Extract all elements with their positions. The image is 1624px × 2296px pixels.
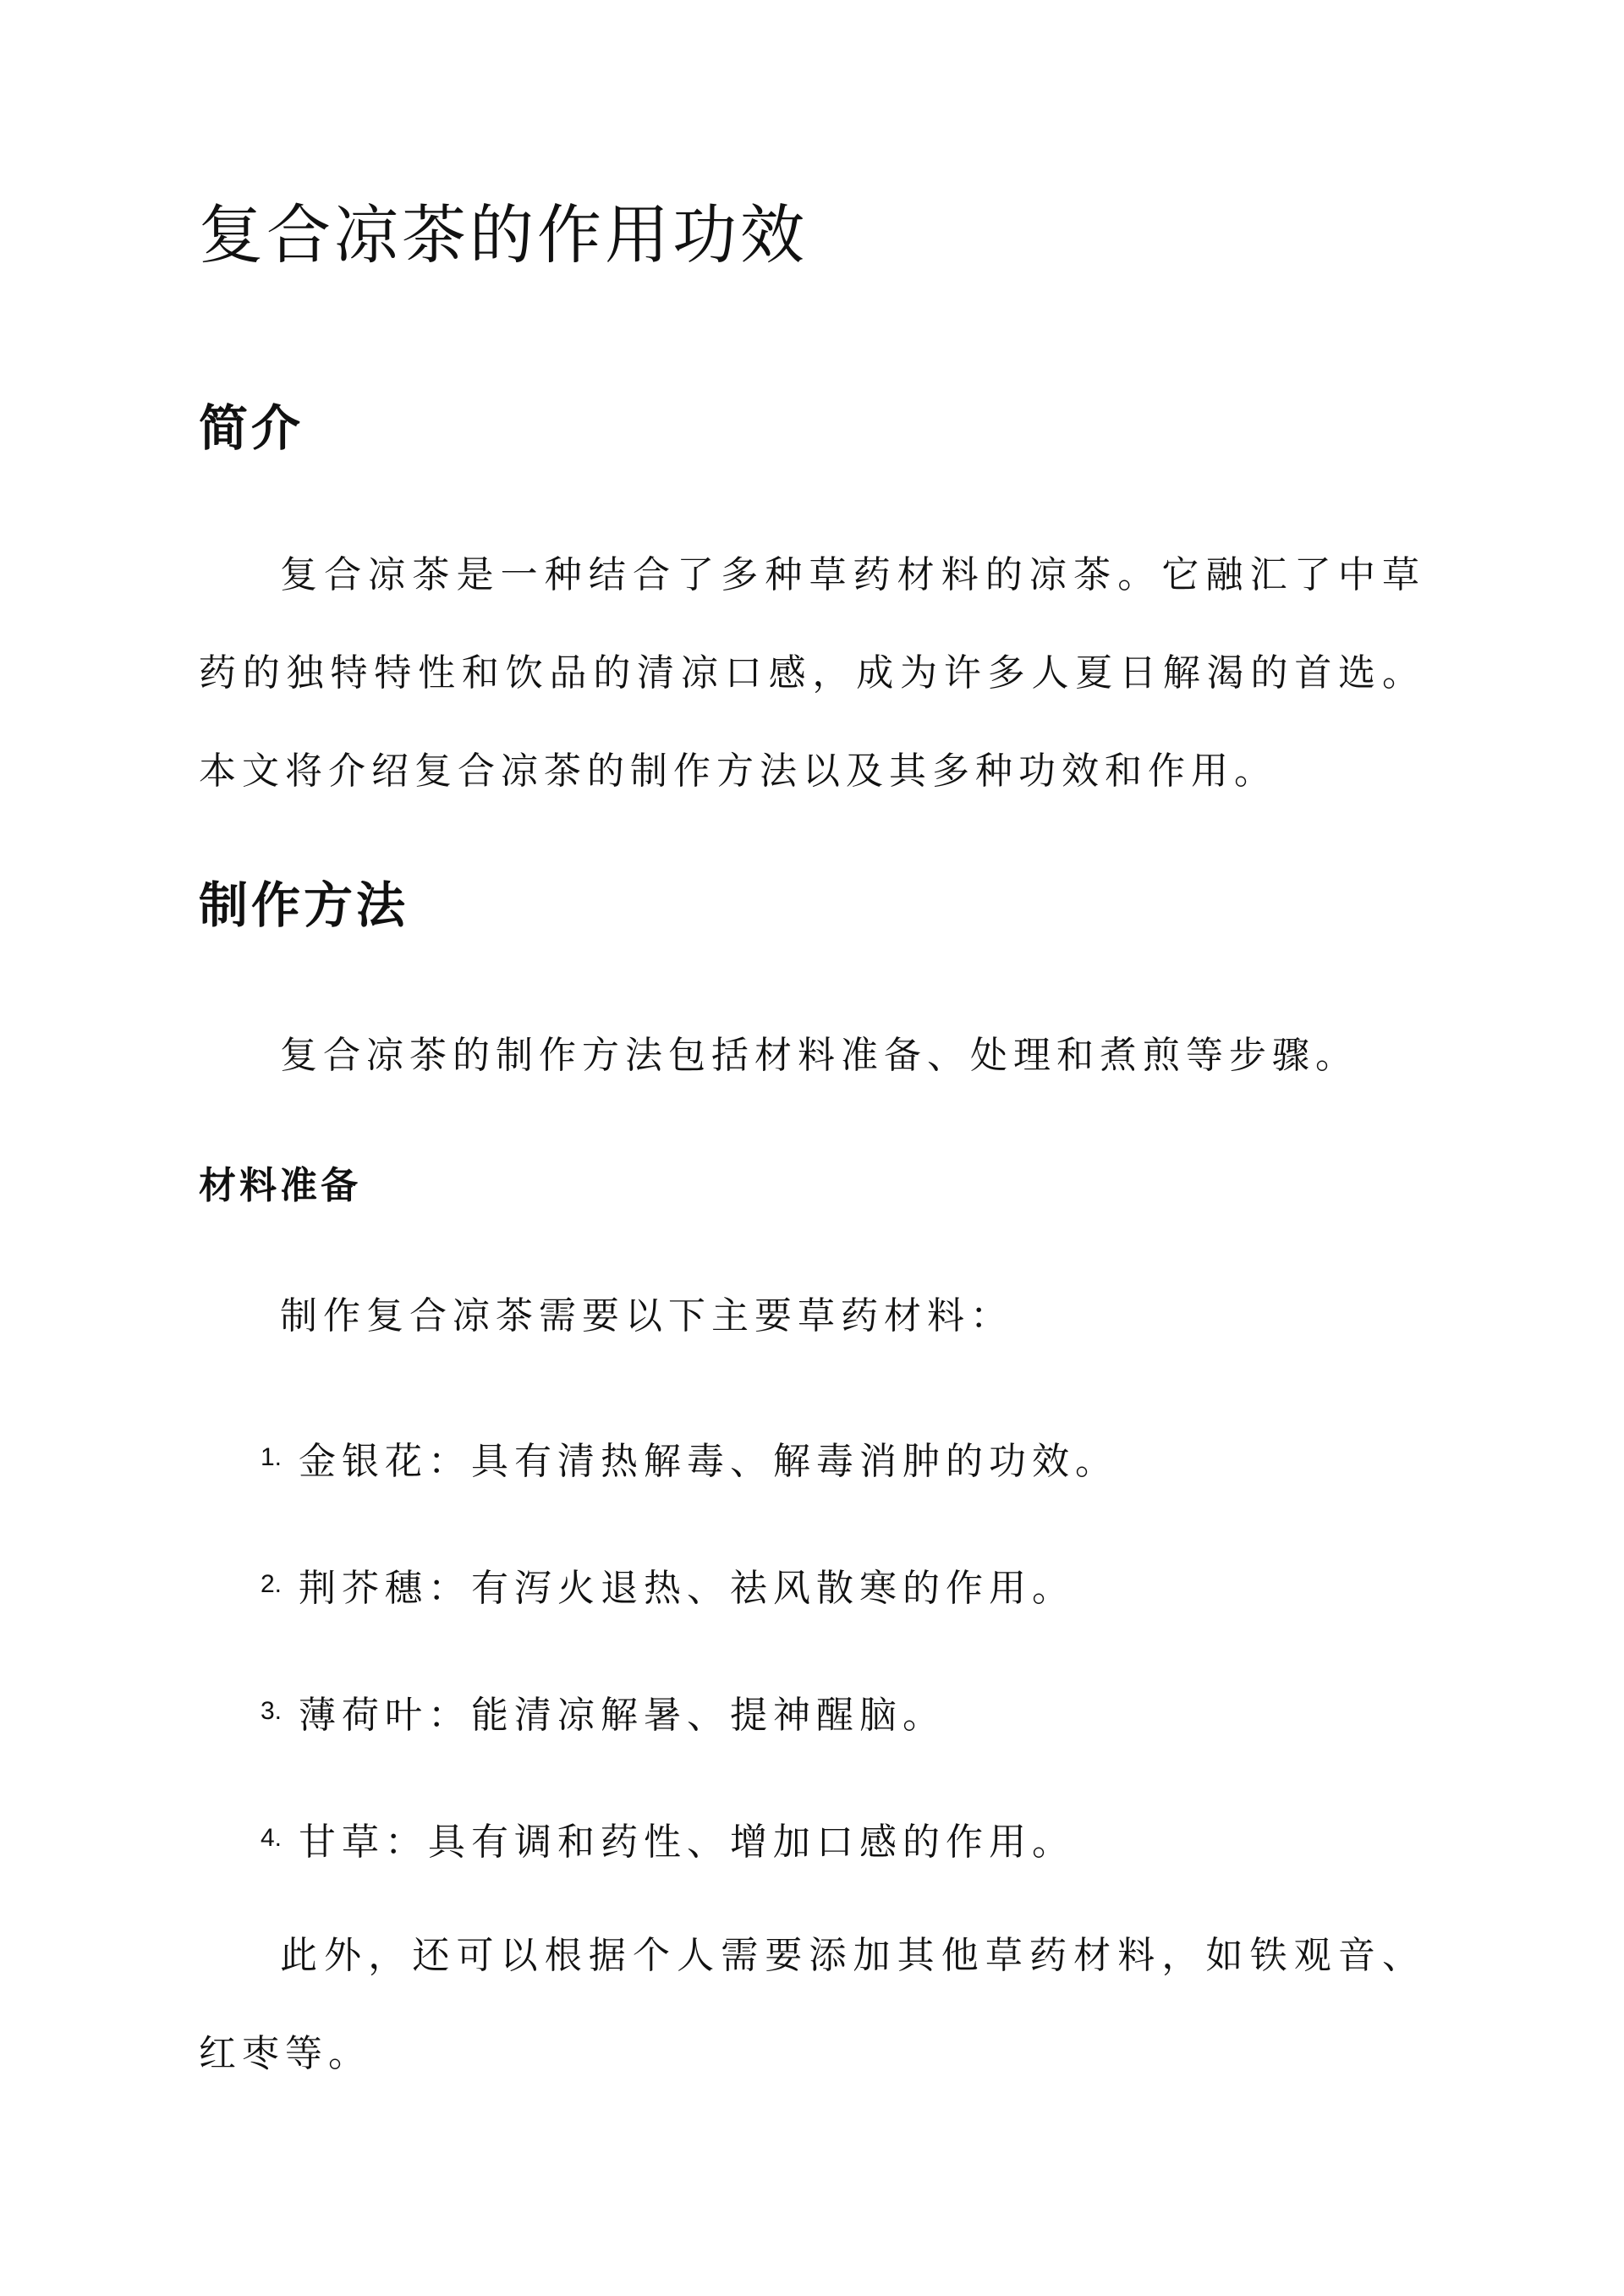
materials-list xyxy=(199,1394,1425,1902)
method-paragraph: 复合凉茶的制作方法包括材料准备、处理和煮煎等步骤。 xyxy=(280,1034,1358,1077)
list-item-text: 甘草：具有调和药性、增加口感的作用。 xyxy=(299,1821,1075,1864)
section-heading-method: 制作方法 xyxy=(199,876,409,934)
list-item xyxy=(199,1521,1425,1648)
section-heading-intro: 简介 xyxy=(199,399,304,457)
list-item-number: 3. xyxy=(260,1697,282,1725)
intro-paragraph: 复合凉茶是一种结合了多种草药材料的凉茶。它融汇了中草药的独特特性和饮品的清凉口感，成为许多人夏日解渴的首选。本文将介绍复合凉茶的制作方法以及其多种功效和作用。 xyxy=(199,553,1425,793)
list-item xyxy=(199,1648,1425,1775)
list-item xyxy=(199,1394,1425,1521)
materials-closing-paragraph: 此外，还可以根据个人需要添加其他草药材料，如铁观音、红枣等。 xyxy=(199,1934,1425,2075)
document-title: 复合凉茶的作用功效 xyxy=(199,197,808,272)
list-item-number: 2. xyxy=(260,1570,282,1598)
list-item-text: 金银花：具有清热解毒、解毒消肿的功效。 xyxy=(299,1440,1118,1483)
list-item xyxy=(199,1775,1425,1902)
list-item-number: 4. xyxy=(260,1824,282,1852)
list-item-text: 薄荷叶：能清凉解暑、提神醒脑。 xyxy=(299,1694,946,1737)
subsection-heading-materials: 材料准备 xyxy=(199,1164,361,1207)
materials-intro-paragraph: 制作复合凉茶需要以下主要草药材料： xyxy=(280,1294,1013,1338)
list-item-text: 荆芥穗：有泻火退热、祛风散寒的作用。 xyxy=(299,1567,1075,1610)
list-item-number: 1. xyxy=(260,1443,282,1471)
